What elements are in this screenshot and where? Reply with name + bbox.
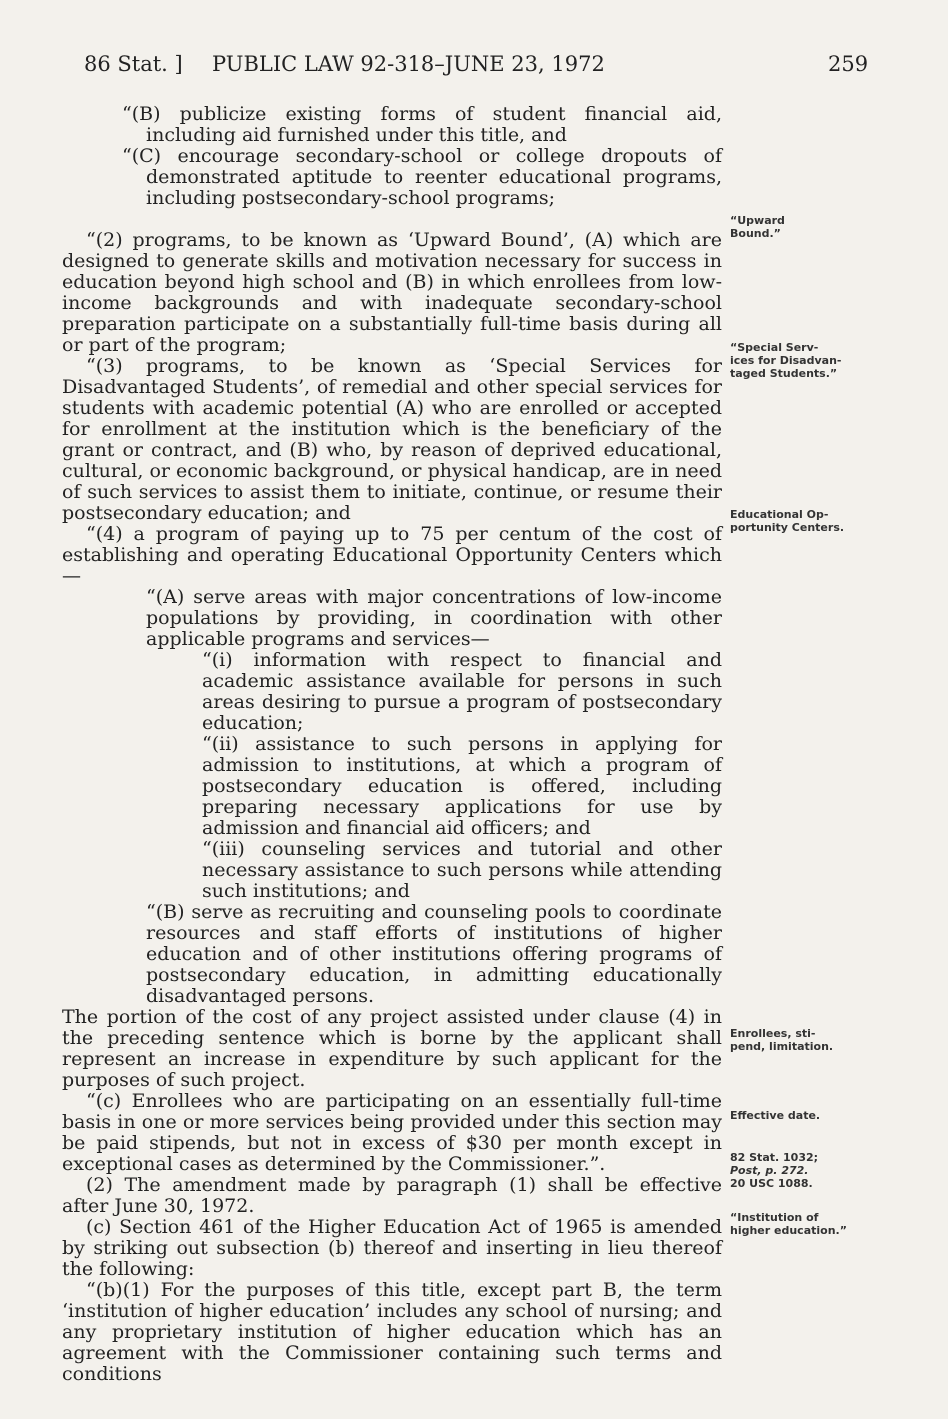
- clause-4a-i: “(i) information with respect to financial and academic assistance available for persons in such areas desiring to pursue a program of postsecondary education;: [202, 649, 722, 734]
- body-text: [62, 104, 722, 1385]
- header-title: PUBLIC LAW 92-318–JUNE 23, 1972: [212, 52, 605, 76]
- margin-note-enrollees: Enrollees, sti- pend, limitation.: [730, 1027, 834, 1053]
- page-number: 259: [828, 52, 869, 76]
- header-stat-volume: 86 Stat. ]: [84, 52, 183, 76]
- subsection-c-stipends: “(c) Enrollees who are participating on an essentially full-time basis in one or more services being provided under this section may be paid stipends, but not in excess of $30 per month except in exceptional cases as determined by the Commissioner.”.: [62, 1090, 722, 1175]
- clause-3: “(3) programs, to be known as ‘Special Services for Disadvantaged Students’, of remedial and other special services for students with academic potential (A) who are enrolled or accepted for enrollment at the institution which is the beneficiary of the grant or contract, and (B) who, by reason of deprived educational, cultural, or economic background, or physical handicap, are in need of such services to assist them to initiate, continue, or resume their postsecondary education; and: [62, 355, 722, 524]
- clause-4a-ii: “(ii) assistance to such persons in applying for admission to institutions, at which a program of postsecondary education is offered, including preparing necessary applications for use by admission and financial aid officers; and: [202, 733, 722, 839]
- subsection-b1-definition: “(b)(1) For the purposes of this title, except part B, the term ‘institution of higher education’ includes any school of nursing; and any proprietary institution of higher education which has an agreement with the Commissioner containing such terms and conditions: [62, 1279, 722, 1385]
- section-461-amendment: (c) Section 461 of the Higher Education Act of 1965 is amended by striking out subsection (b) thereof and inserting in lieu thereof the following:: [62, 1216, 722, 1280]
- margin-note-educational-opportunity: Educational Op- portunity Centers.: [730, 508, 845, 534]
- cost-portion-paragraph: The portion of the cost of any project assisted under clause (4) in the preceding sentence which is borne by the applicant shall represent an increase in expenditure by such applicant for the purposes of such project.: [62, 1006, 722, 1091]
- margin-note-upward-bound: “Upward Bound.”: [730, 214, 785, 240]
- clause-4: “(4) a program of paying up to 75 per centum of the cost of establishing and operating Educational Opportunity Centers which—: [62, 523, 722, 587]
- clause-4b: “(B) serve as recruiting and counseling pools to coordinate resources and staff efforts of institutions of higher education and of other institutions offering programs of postsecondary education, in admitting educationally disadvantaged persons.: [146, 901, 722, 1007]
- clause-1b: “(B) publicize existing forms of student financial aid, including aid furnished under this title, and: [122, 103, 722, 146]
- margin-note-citation: 82 Stat. 1032; Post, p. 272. 20 USC 1088.: [730, 1151, 819, 1190]
- clause-1c: “(C) encourage secondary-school or college dropouts of demonstrated aptitude to reenter educational programs, including postsecondary-school programs;: [122, 145, 722, 209]
- clause-2-upward-bound: [62, 209, 722, 230]
- clause-2: “(2) programs, to be known as ‘Upward Bound’, (A) which are designed to generate skills and motivation necessary for success in education beyond high school and (B) in which enrollees from low-income backgrounds and with inadequate secondary-school preparation participate on a substantially full-time basis during all or part of the program;: [62, 229, 722, 356]
- effective-date-paragraph: (2) The amendment made by paragraph (1) shall be effective after June 30, 1972.: [62, 1174, 722, 1217]
- margin-note-effective-date: Effective date.: [730, 1109, 821, 1122]
- clause-4a-iii: “(iii) counseling services and tutorial and other necessary assistance to such persons while attending such institutions; and: [202, 838, 722, 902]
- margin-note-institution: “Institution of higher education.”: [730, 1211, 847, 1237]
- clause-4a: “(A) serve areas with major concentrations of low-income populations by providing, in coordination with other applicable programs and services—: [146, 586, 722, 650]
- margin-note-special-services: “Special Serv- ices for Disadvan- taged Students.”: [730, 341, 842, 380]
